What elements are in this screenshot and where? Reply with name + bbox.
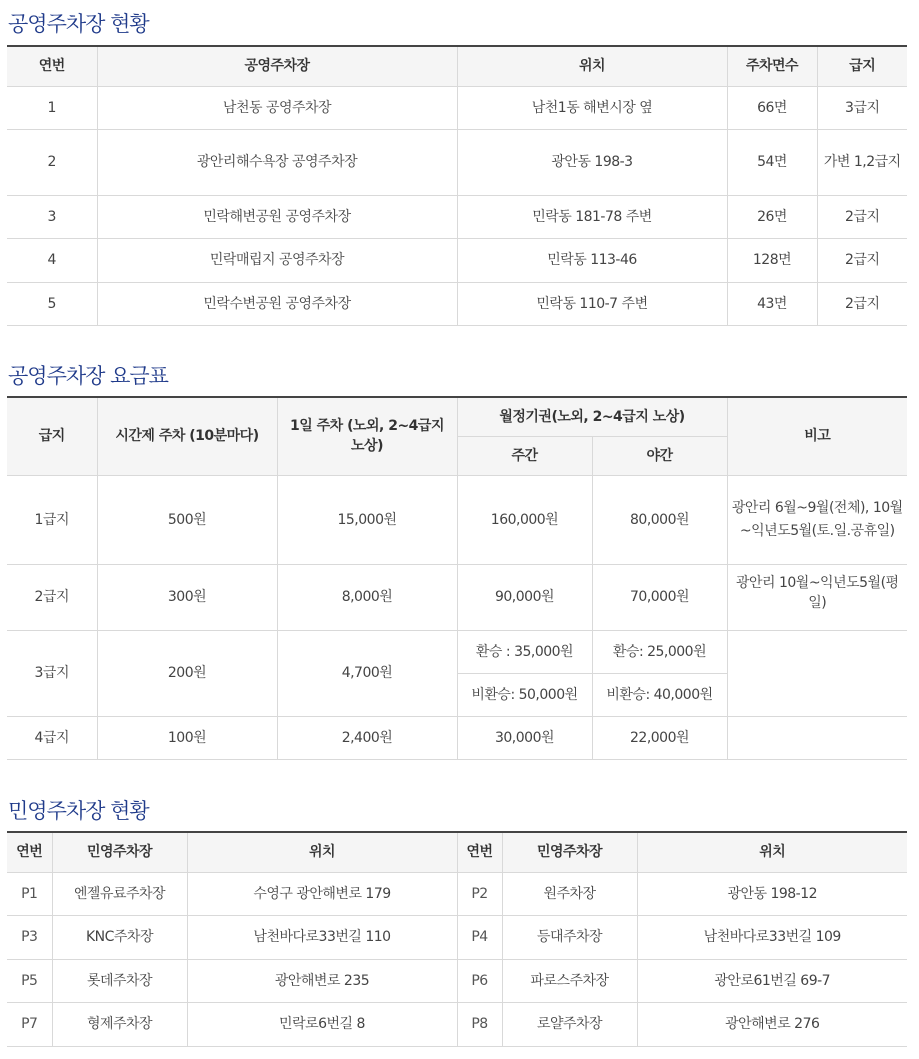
column-header: 야간 [592,436,727,475]
column-header: 월정기권(노외, 2~4급지 노상) [457,397,727,436]
table-cell: 민락동 181-78 주변 [457,195,727,238]
table-header-row [7,397,907,436]
column-header: 민영주차장 [502,832,637,872]
table-cell: 4급지 [7,716,97,759]
table-cell: 30,000원 [457,716,592,759]
table-row [7,282,907,325]
table-cell: 15,000원 [277,475,457,564]
column-header: 위치 [187,832,457,872]
table-cell: 남천동 공영주차장 [97,86,457,129]
table-cell: P4 [457,915,502,959]
column-header: 공영주차장 [97,46,457,86]
table-cell: 광안해변로 276 [637,1002,907,1046]
table-cell: P1 [7,872,52,915]
table-cell: 2,400원 [277,716,457,759]
table-row [7,564,907,630]
table-cell: P2 [457,872,502,915]
table-cell: 광안리 6월~9월(전체), 10월~익년도5월(토.일.공휴일) [727,475,907,564]
table-cell: P3 [7,915,52,959]
table-cell: 100원 [97,716,277,759]
table-cell: 3급지 [7,630,97,716]
table-row [7,129,907,195]
table-cell: 원주차장 [502,872,637,915]
private-parking-table [7,831,907,1047]
table-cell: 3 [7,195,97,238]
table-row [7,915,907,959]
fee-table-title: 공영주차장 요금표 [8,364,168,388]
table-cell: 66면 [727,86,817,129]
table-cell: 남천바다로33번길 110 [187,915,457,959]
table-cell: 광안리해수욕장 공영주차장 [97,129,457,195]
table-cell: P8 [457,1002,502,1046]
table-cell: 광안리 10월~익년도5월(평일) [727,564,907,630]
table-cell: 5 [7,282,97,325]
public-parking-title: 공영주차장 현황 [8,12,149,36]
table-cell: 민락동 113-46 [457,238,727,282]
table-cell: 형제주차장 [52,1002,187,1046]
table-cell: 80,000원 [592,475,727,564]
table-row [7,195,907,238]
column-header: 위치 [637,832,907,872]
table-cell: 2급지 [817,195,907,238]
private-parking-title: 민영주차장 현황 [8,799,149,823]
table-cell: 43면 [727,282,817,325]
table-row [7,630,907,673]
table-header-row [7,832,907,872]
table-cell: 54면 [727,129,817,195]
table-cell: 롯데주차장 [52,959,187,1002]
table-cell: 2급지 [817,282,907,325]
table-cell: 광안동 198-12 [637,872,907,915]
table-cell: 1 [7,86,97,129]
table-cell: 2급지 [817,238,907,282]
table-cell: 160,000원 [457,475,592,564]
table-cell: 등대주차장 [502,915,637,959]
fee-table [7,396,907,760]
table-cell: 광안해변로 235 [187,959,457,1002]
table-cell: 8,000원 [277,564,457,630]
table-cell: 1급지 [7,475,97,564]
table-cell: 민락동 110-7 주변 [457,282,727,325]
table-header-row [7,46,907,86]
table-cell: 90,000원 [457,564,592,630]
table-cell: KNC주차장 [52,915,187,959]
table-cell: 300원 [97,564,277,630]
column-header: 민영주차장 [52,832,187,872]
table-cell: 남천1동 해변시장 옆 [457,86,727,129]
table-cell: P5 [7,959,52,1002]
table-cell: 민락수변공원 공영주차장 [97,282,457,325]
table-cell: 비환승: 40,000원 [592,673,727,716]
table-cell: 26면 [727,195,817,238]
table-cell: 2급지 [7,564,97,630]
table-cell: 4 [7,238,97,282]
table-cell: 22,000원 [592,716,727,759]
column-header: 급지 [7,397,97,475]
public-parking-table [7,45,907,326]
table-cell: 4,700원 [277,630,457,716]
table-cell: 엔젤유료주차장 [52,872,187,915]
column-header: 연번 [457,832,502,872]
column-header: 급지 [817,46,907,86]
table-cell: 70,000원 [592,564,727,630]
table-cell: P6 [457,959,502,1002]
table-cell: 500원 [97,475,277,564]
table-cell: 민락해변공원 공영주차장 [97,195,457,238]
column-header: 1일 주차 (노외, 2~4급지 노상) [277,397,457,475]
table-cell: 2 [7,129,97,195]
table-row [7,86,907,129]
table-cell: 남천바다로33번길 109 [637,915,907,959]
table-cell: 광안동 198-3 [457,129,727,195]
table-row [7,238,907,282]
table-row [7,475,907,564]
table-cell: 200원 [97,630,277,716]
column-header: 위치 [457,46,727,86]
table-cell [727,716,907,759]
table-cell: 민락로6번길 8 [187,1002,457,1046]
table-cell: 민락매립지 공영주차장 [97,238,457,282]
table-row [7,872,907,915]
table-cell [727,630,907,716]
table-cell: 파로스주차장 [502,959,637,1002]
table-cell: 3급지 [817,86,907,129]
table-cell: 가변 1,2급지 [817,129,907,195]
table-row [7,1002,907,1046]
table-cell: 로얄주차장 [502,1002,637,1046]
table-cell: 환승: 25,000원 [592,630,727,673]
table-cell: 수영구 광안해변로 179 [187,872,457,915]
table-cell: 128면 [727,238,817,282]
column-header: 연번 [7,832,52,872]
table-row [7,959,907,1002]
column-header: 시간제 주차 (10분마다) [97,397,277,475]
table-cell: 환승 : 35,000원 [457,630,592,673]
column-header: 연번 [7,46,97,86]
column-header: 주간 [457,436,592,475]
table-row [7,716,907,759]
table-cell: 비환승: 50,000원 [457,673,592,716]
table-cell: P7 [7,1002,52,1046]
column-header: 비고 [727,397,907,475]
table-cell: 광안로61번길 69-7 [637,959,907,1002]
column-header: 주차면수 [727,46,817,86]
